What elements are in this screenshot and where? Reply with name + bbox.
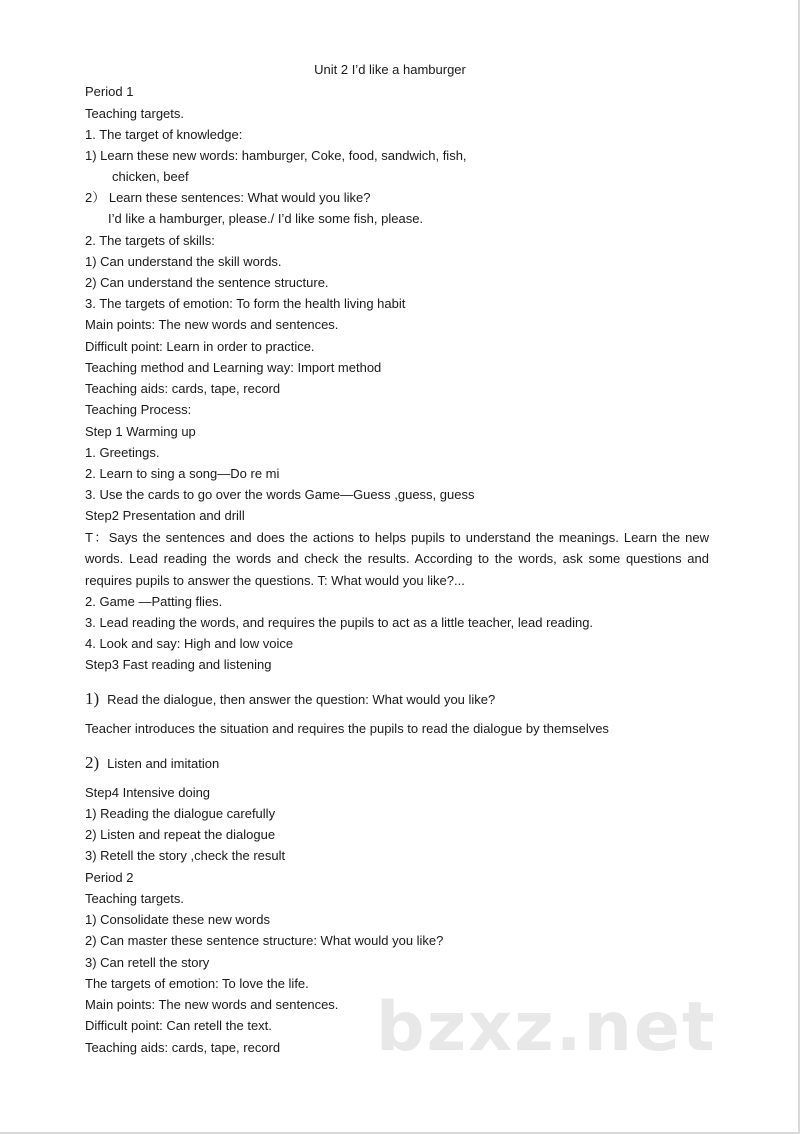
text-line: Difficult point: Learn in order to practice. [85, 339, 315, 354]
watermark: bzxz.net [376, 988, 717, 1067]
text-line: 1. Greetings. [85, 445, 160, 460]
text-line: Period 2 [85, 870, 134, 885]
item-text: Listen and imitation [107, 756, 220, 771]
text-line: 1) Can understand the skill words. [85, 254, 282, 269]
text-line: 2) Can master these sentence structure: What would you like? [85, 933, 444, 948]
text-line: Step4 Intensive doing [85, 785, 211, 800]
text-line: 2） Learn these sentences: What would you like? [85, 190, 371, 205]
text-line: 1) Reading the dialogue carefully [85, 806, 276, 821]
text-line: Teacher introduces the situation and requires the pupils to read the dialogue by themselves [85, 721, 609, 736]
text-line: Step2 Presentation and drill [85, 508, 245, 523]
text-line: 2. Learn to sing a song—Do re mi [85, 466, 280, 481]
numbered-item [85, 689, 495, 710]
text-line: I’d like a hamburger, please./ I’d like some fish, please. [108, 211, 424, 226]
text-line: Period 1 [85, 84, 134, 99]
text-line: 1) Consolidate these new words [85, 912, 270, 927]
text-line: Step3 Fast reading and listening [85, 657, 272, 672]
text-line: 2) Can understand the sentence structure. [85, 275, 329, 290]
item-number: 1) [85, 689, 100, 708]
text-line: Teaching Process: [85, 402, 192, 417]
text-line: 1) Learn these new words: hamburger, Coke, food, sandwich, fish, [85, 148, 467, 163]
text-line: 2. Game —Patting flies. [85, 594, 223, 609]
text-line: 3) Can retell the story [85, 955, 210, 970]
numbered-item [85, 753, 219, 774]
text-line: Teaching aids: cards, tape, record [85, 1040, 281, 1055]
text-line: 4. Look and say: High and low voice [85, 636, 294, 651]
text-line: 2. The targets of skills: [85, 233, 215, 248]
paragraph: T：Says the sentences and does the actions to helps pupils to understand the meanings. Learn the new words. Lead reading the words and check the results. According to the words, ask some questions and requires pupils to answer the questions. T: What would you like?... [85, 530, 709, 588]
text-line: Teaching aids: cards, tape, record [85, 381, 281, 396]
text-line: Difficult point: Can retell the text. [85, 1018, 272, 1033]
text-line: 3. Use the cards to go over the words Game—Guess ,guess, guess [85, 487, 475, 502]
text-line: chicken, beef [112, 169, 189, 184]
text-line: Step 1 Warming up [85, 424, 196, 439]
text-line: 3. Lead reading the words, and requires the pupils to act as a little teacher, lead reading. [85, 615, 594, 630]
text-line: Teaching targets. [85, 106, 185, 121]
text-line: Teaching targets. [85, 891, 185, 906]
text-line: 1. The target of knowledge: [85, 127, 243, 142]
text-line: 3) Retell the story ,check the result [85, 848, 286, 863]
text-line: The targets of emotion: To love the life. [85, 976, 309, 991]
text-line: Main points: The new words and sentences. [85, 997, 339, 1012]
text-line: 2) Listen and repeat the dialogue [85, 827, 276, 842]
text-line: Main points: The new words and sentences. [85, 317, 339, 332]
item-text: Read the dialogue, then answer the question: What would you like? [107, 692, 496, 707]
item-number: 2) [85, 753, 100, 772]
text-line: 3. The targets of emotion: To form the health living habit [85, 296, 406, 311]
text-line: Teaching method and Learning way: Import method [85, 360, 382, 375]
document-title: Unit 2 I’d like a hamburger [314, 62, 466, 77]
